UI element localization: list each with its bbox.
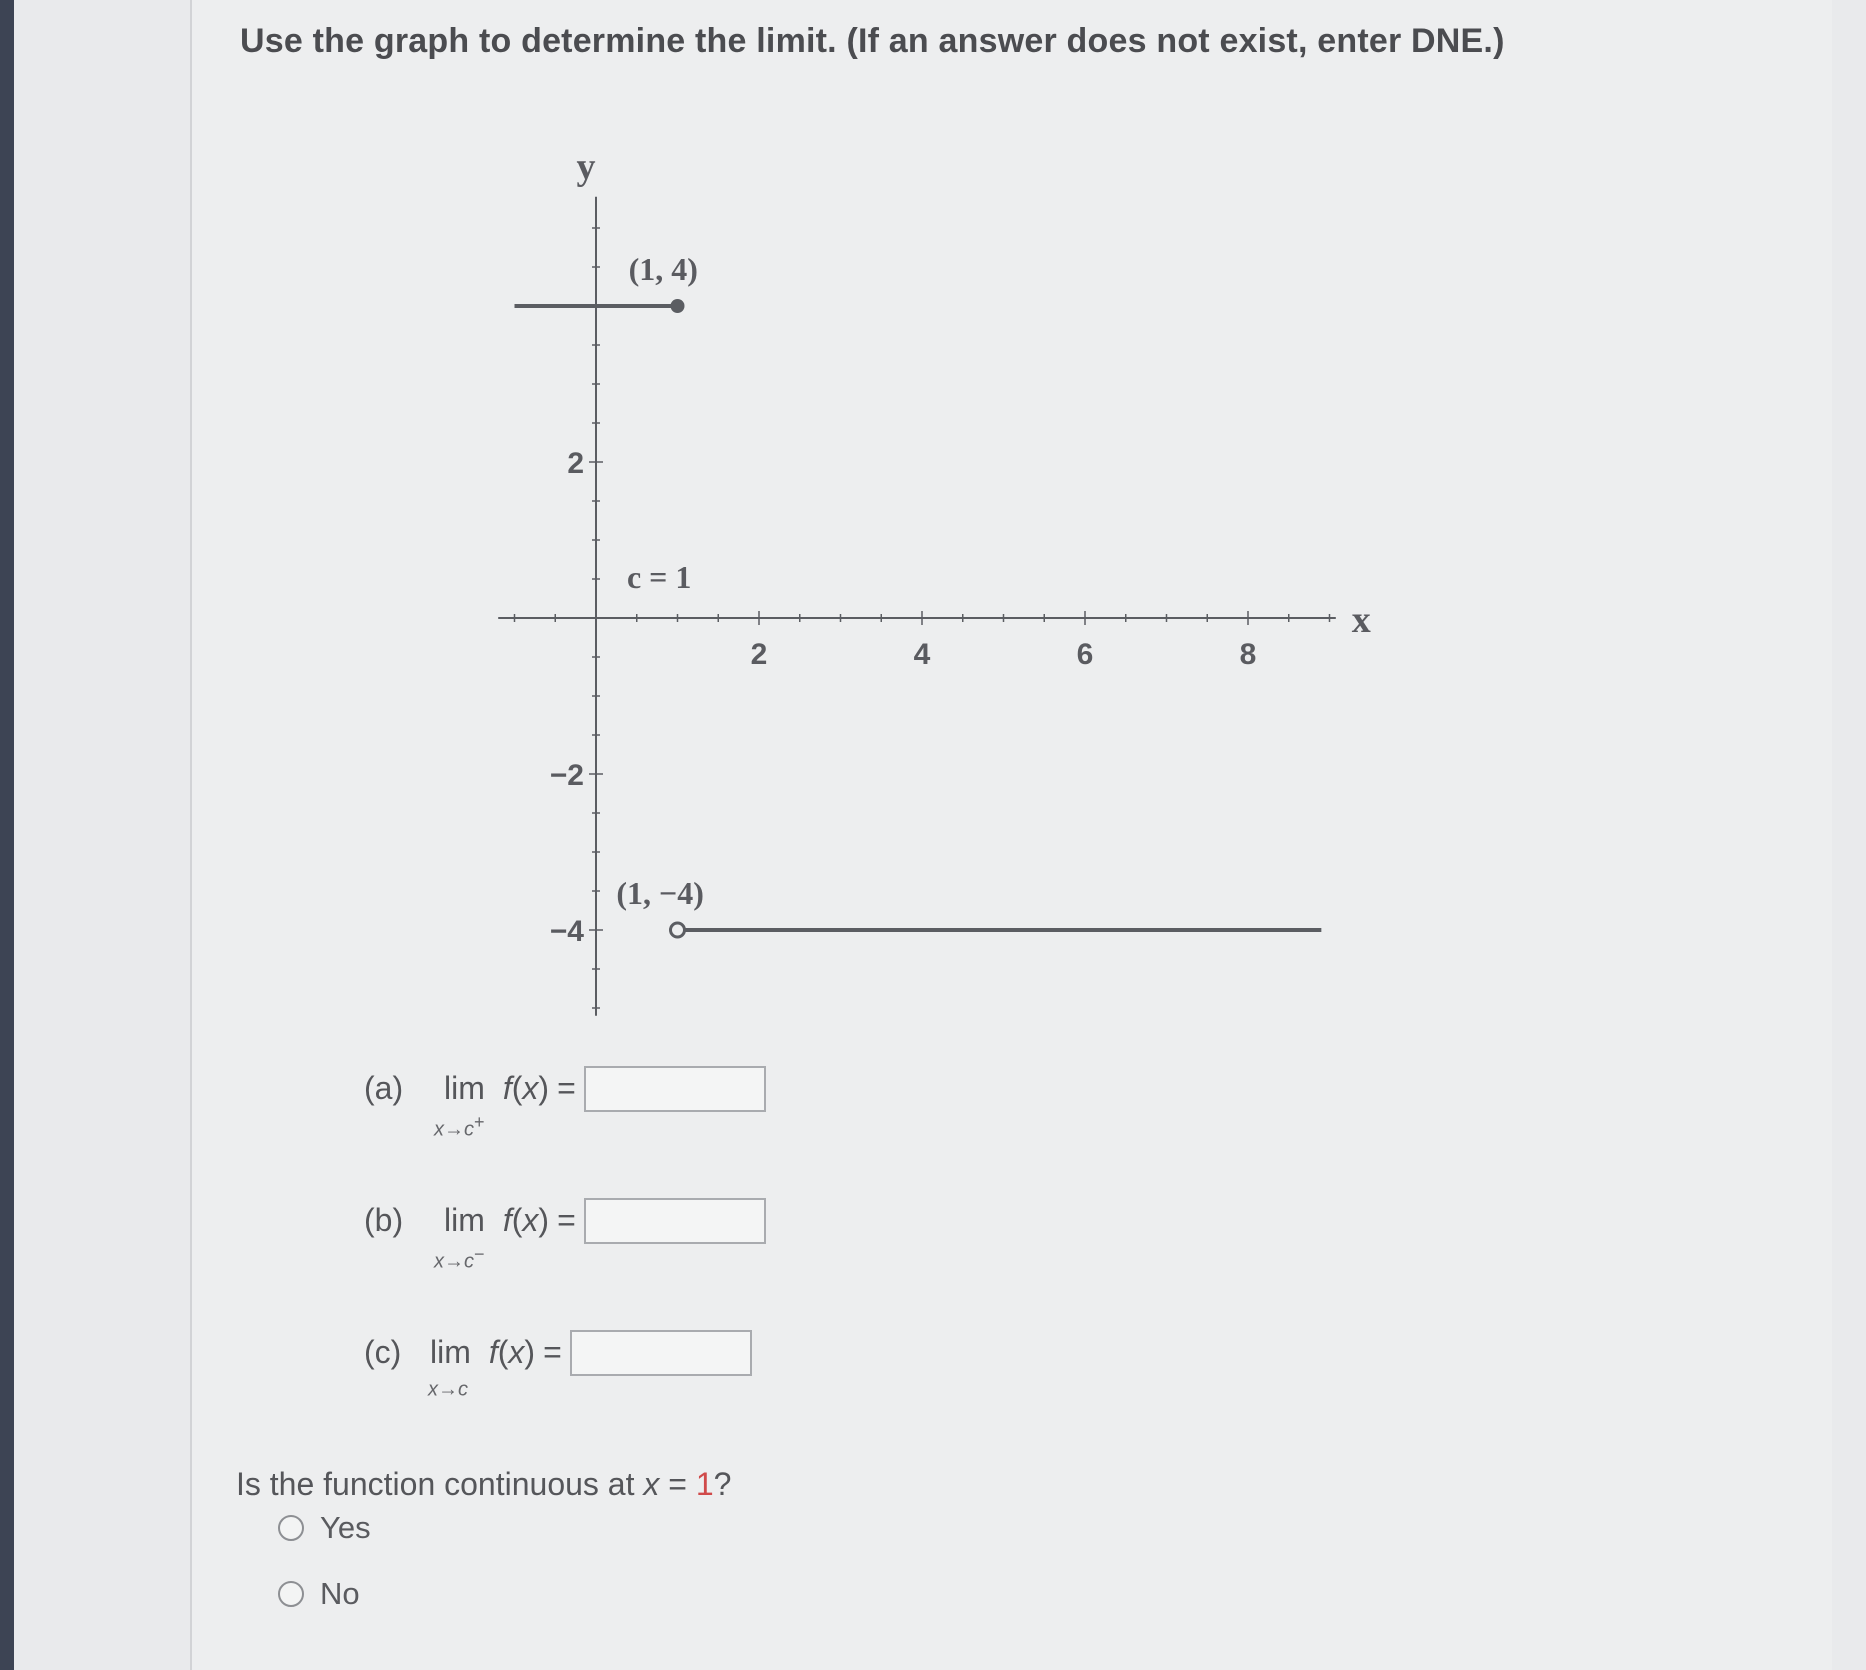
radio-button-no[interactable] — [278, 1581, 304, 1607]
option-yes-label: Yes — [320, 1510, 371, 1545]
part-b-limit — [434, 1202, 485, 1273]
answer-input-c[interactable] — [570, 1330, 752, 1376]
lim-subscript: x→c− — [434, 1244, 485, 1273]
part-a-letter: (a) — [364, 1070, 404, 1106]
function-expression: f(x) — [502, 1070, 550, 1106]
part-b-letter: (b) — [364, 1202, 404, 1238]
annotation-lower-point: (1, −4) — [616, 875, 704, 911]
option-no[interactable] — [278, 1576, 360, 1612]
lim-subscript: x→c+ — [434, 1112, 485, 1141]
function-expression: f(x) — [488, 1334, 536, 1370]
x-tick-label: 2 — [750, 638, 768, 671]
x-tick-label: 4 — [913, 638, 931, 671]
part-a — [364, 1070, 766, 1141]
annotation-c-value: c = 1 — [626, 559, 692, 595]
x-tick-label: 6 — [1076, 638, 1094, 671]
part-c-limit — [428, 1334, 471, 1401]
instruction-text: Use the graph to determine the limit. (If an answer does not exist, enter DNE.) — [240, 22, 1505, 60]
closed-endpoint — [671, 299, 685, 313]
equals-sign: = — [557, 1070, 576, 1106]
x-tick-label: 8 — [1239, 638, 1257, 671]
part-c — [364, 1334, 752, 1401]
annotation-upper-point: (1, 4) — [628, 251, 698, 287]
continuity-question: Is the function continuous at x = 1? — [236, 1466, 732, 1502]
answer-input-b[interactable] — [584, 1198, 766, 1244]
y-tick-label: −2 — [549, 759, 584, 792]
radio-button-yes[interactable] — [278, 1515, 304, 1541]
part-c-letter: (c) — [364, 1334, 402, 1370]
lim-word: lim — [444, 1202, 485, 1238]
answer-input-a[interactable] — [584, 1066, 766, 1112]
option-no-label: No — [320, 1576, 360, 1611]
open-endpoint — [671, 923, 685, 937]
part-b — [364, 1202, 766, 1273]
x-axis-label: x — [1351, 599, 1371, 641]
lim-subscript: x→c — [428, 1378, 468, 1401]
option-yes[interactable] — [278, 1510, 371, 1546]
part-a-limit — [434, 1070, 485, 1141]
lim-word: lim — [430, 1334, 471, 1370]
y-tick-label: 2 — [567, 447, 584, 480]
equals-sign: = — [557, 1202, 576, 1238]
y-tick-label: −4 — [549, 915, 584, 948]
lim-word: lim — [444, 1070, 485, 1106]
y-axis-label: y — [576, 145, 596, 188]
function-expression: f(x) — [502, 1202, 550, 1238]
equals-sign: = — [543, 1334, 562, 1370]
